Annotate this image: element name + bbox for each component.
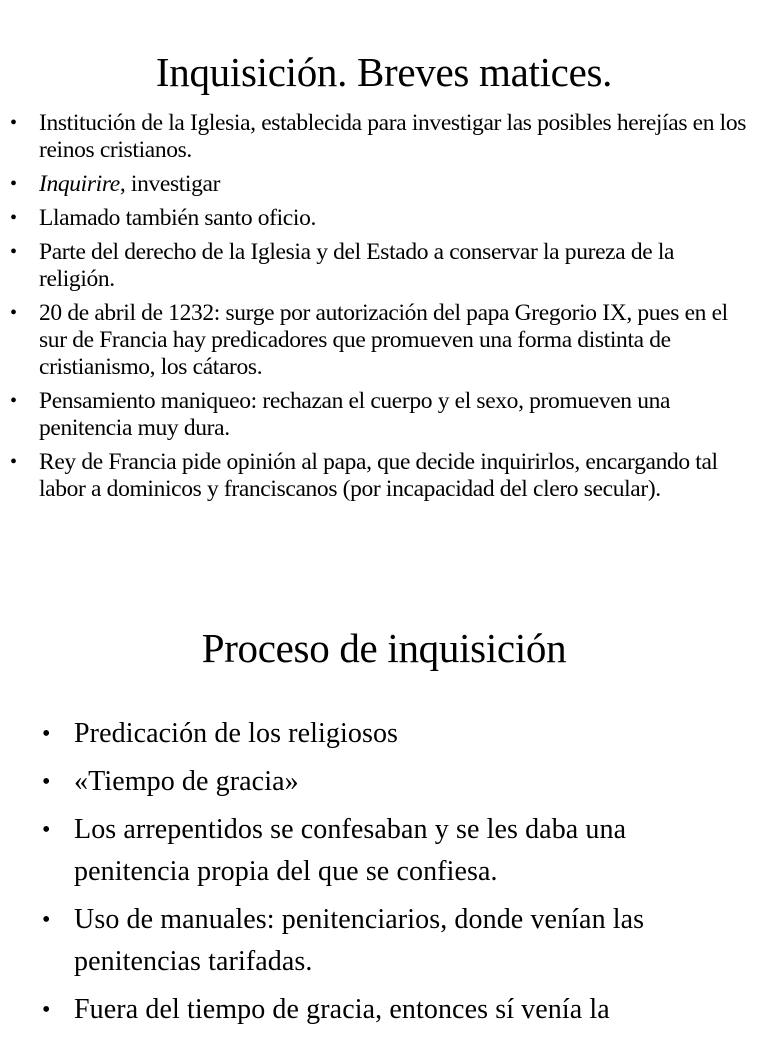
list-item xyxy=(42,809,742,893)
slide-title: Proceso de inquisición xyxy=(201,625,567,671)
list-item xyxy=(10,300,750,381)
bullet-icon: • xyxy=(42,817,51,843)
bullet-icon: • xyxy=(10,207,17,229)
bullet-text: Parte del derecho de la Iglesia y del Estado a conservar la pureza de la religión. xyxy=(39,239,675,292)
list-item xyxy=(42,899,742,983)
bullet-text: 20 de abril de 1232: surge por autorización del papa Gregorio IX, pues en el sur de Francia hay predicadores que promueven una forma distinta de cristianismo, los cátaros. xyxy=(39,300,728,380)
list-item xyxy=(10,449,750,503)
bullet-text: Predicación de los religiosos xyxy=(74,718,399,749)
list-item xyxy=(10,388,750,442)
bullet-text: Fuera del tiempo de gracia, entonces sí venía la xyxy=(74,994,610,1025)
list-item xyxy=(10,110,750,164)
bullet-icon: • xyxy=(42,907,51,933)
list-item xyxy=(42,761,742,803)
bullet-text: Los arrepentidos se confesaban y se les daba una penitencia propia del que se confiesa. xyxy=(74,814,627,887)
bullet-text: Institución de la Iglesia, establecida para investigar las posibles herejías en los reinos cristianos. xyxy=(39,110,747,163)
list-item xyxy=(10,239,750,293)
bullet-icon: • xyxy=(10,451,17,473)
bullet-icon: • xyxy=(10,173,17,195)
bullet-icon: • xyxy=(10,390,17,412)
bullet-icon: • xyxy=(42,769,51,795)
bullet-text: Uso de manuales: penitenciarios, donde venían las penitencias tarifadas. xyxy=(74,904,645,977)
bullet-text: Rey de Francia pide opinión al papa, que decide inquirirlos, encargando tal labor a dominicos y franciscanos (por incapacidad del clero secular). xyxy=(39,449,718,502)
slide-title: Inquisición. Breves matices. xyxy=(155,49,613,95)
bullet-icon: • xyxy=(42,997,51,1023)
bullet-text: Pensamiento maniqueo: rechazan el cuerpo y el sexo, promueven una penitencia muy dura. xyxy=(39,388,671,441)
slide-proceso-inquisicion xyxy=(0,600,768,1024)
bullet-list xyxy=(10,110,750,510)
bullet-text: Llamado también santo oficio. xyxy=(39,205,316,231)
bullet-list xyxy=(42,713,742,1037)
list-item xyxy=(10,171,750,198)
list-item xyxy=(10,205,750,232)
bullet-text: «Tiempo de gracia» xyxy=(74,766,299,797)
bullet-icon: • xyxy=(10,241,17,263)
list-item xyxy=(42,989,742,1031)
bullet-icon: • xyxy=(42,721,51,747)
bullet-text: , investigar xyxy=(119,171,221,197)
bullet-icon: • xyxy=(10,302,17,324)
list-item xyxy=(42,713,742,755)
bullet-text-italic: Inquirire xyxy=(39,171,120,197)
bullet-icon: • xyxy=(10,112,17,134)
